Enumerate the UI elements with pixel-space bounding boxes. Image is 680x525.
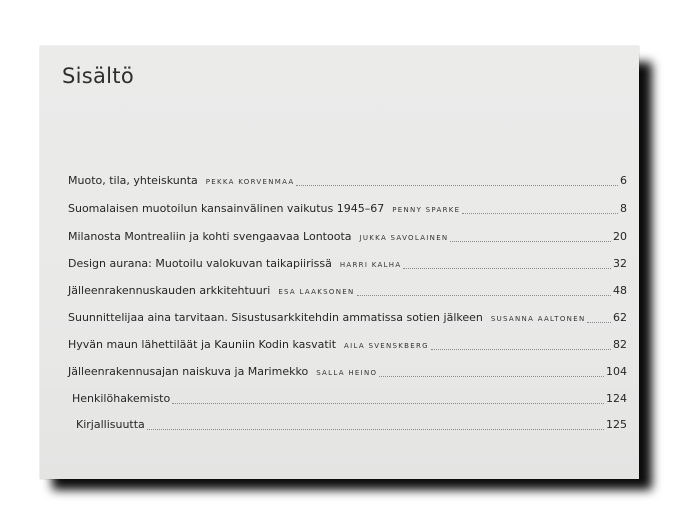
- toc-entry-author: JUKKA SAVOLAINEN: [359, 234, 449, 242]
- toc-entry-page-number: 124: [606, 392, 627, 405]
- toc-entry-author: AILA SVENSKBERG: [344, 342, 429, 350]
- toc-entry: [68, 230, 627, 246]
- toc-entry: [68, 338, 627, 354]
- dot-leader: [147, 429, 604, 430]
- toc-entry: [68, 202, 627, 218]
- toc-entry-page-number: 20: [613, 230, 627, 243]
- dot-leader: [462, 213, 618, 214]
- toc-entry: [72, 392, 627, 408]
- toc-entry-title: Muoto, tila, yhteiskunta: [68, 174, 198, 187]
- toc-entry: [68, 284, 627, 300]
- toc-entry-author: SUSANNA AALTONEN: [490, 315, 586, 323]
- toc-entry-title: Milanosta Montrealiin ja kohti svengaavaa Lontoota: [68, 230, 352, 243]
- toc-entry-page-number: 32: [613, 257, 627, 270]
- toc-entry: [68, 365, 627, 381]
- toc-entry: [68, 257, 627, 273]
- toc-entry-title: Kirjallisuutta: [76, 418, 145, 431]
- toc-entry-page-number: 62: [613, 311, 627, 324]
- toc-entry-title: Henkilöhakemisto: [72, 392, 171, 405]
- book-page: [40, 46, 639, 479]
- toc-entry-author: SALLA HEINO: [316, 369, 378, 377]
- table-of-contents: [40, 46, 639, 479]
- toc-entry-page-number: 82: [613, 338, 627, 351]
- toc-entry: [68, 311, 627, 327]
- toc-entry-author: PEKKA KORVENMAA: [205, 178, 295, 186]
- dot-leader: [450, 241, 611, 242]
- toc-entry: [76, 418, 627, 434]
- dot-leader: [587, 322, 611, 323]
- toc-entry-title: Jälleenrakennuskauden arkkitehtuuri: [68, 284, 271, 297]
- toc-entry-title: Suomalaisen muotoilun kansainvälinen vaikutus 1945–67: [68, 202, 385, 215]
- toc-entry-author: PENNY SPARKE: [392, 206, 461, 214]
- dot-leader: [379, 376, 604, 377]
- toc-entry-author: ESA LAAKSONEN: [278, 288, 355, 296]
- toc-entry-page-number: 6: [620, 174, 627, 187]
- toc-entry-title: Jälleenrakennusajan naiskuva ja Marimekko: [68, 365, 309, 378]
- toc-entry-title: Hyvän maun lähettiläät ja Kauniin Kodin kasvatit: [68, 338, 337, 351]
- dot-leader: [431, 349, 611, 350]
- dot-leader: [357, 295, 611, 296]
- toc-entry-page-number: 48: [613, 284, 627, 297]
- toc-entry-page-number: 8: [620, 202, 627, 215]
- page-title: Sisältö: [62, 64, 134, 88]
- toc-entry-author: HARRI KALHA: [339, 261, 402, 269]
- toc-entry-title: Design aurana: Muotoilu valokuvan taikapiirissä: [68, 257, 332, 270]
- dot-leader: [403, 268, 611, 269]
- toc-entry-title: Suunnittelijaa aina tarvitaan. Sisustusarkkitehdin ammatissa sotien jälkeen: [68, 311, 483, 324]
- dot-leader: [296, 185, 618, 186]
- toc-entry: [68, 174, 627, 190]
- toc-entry-page-number: 125: [606, 418, 627, 431]
- dot-leader: [172, 403, 604, 404]
- toc-entry-page-number: 104: [606, 365, 627, 378]
